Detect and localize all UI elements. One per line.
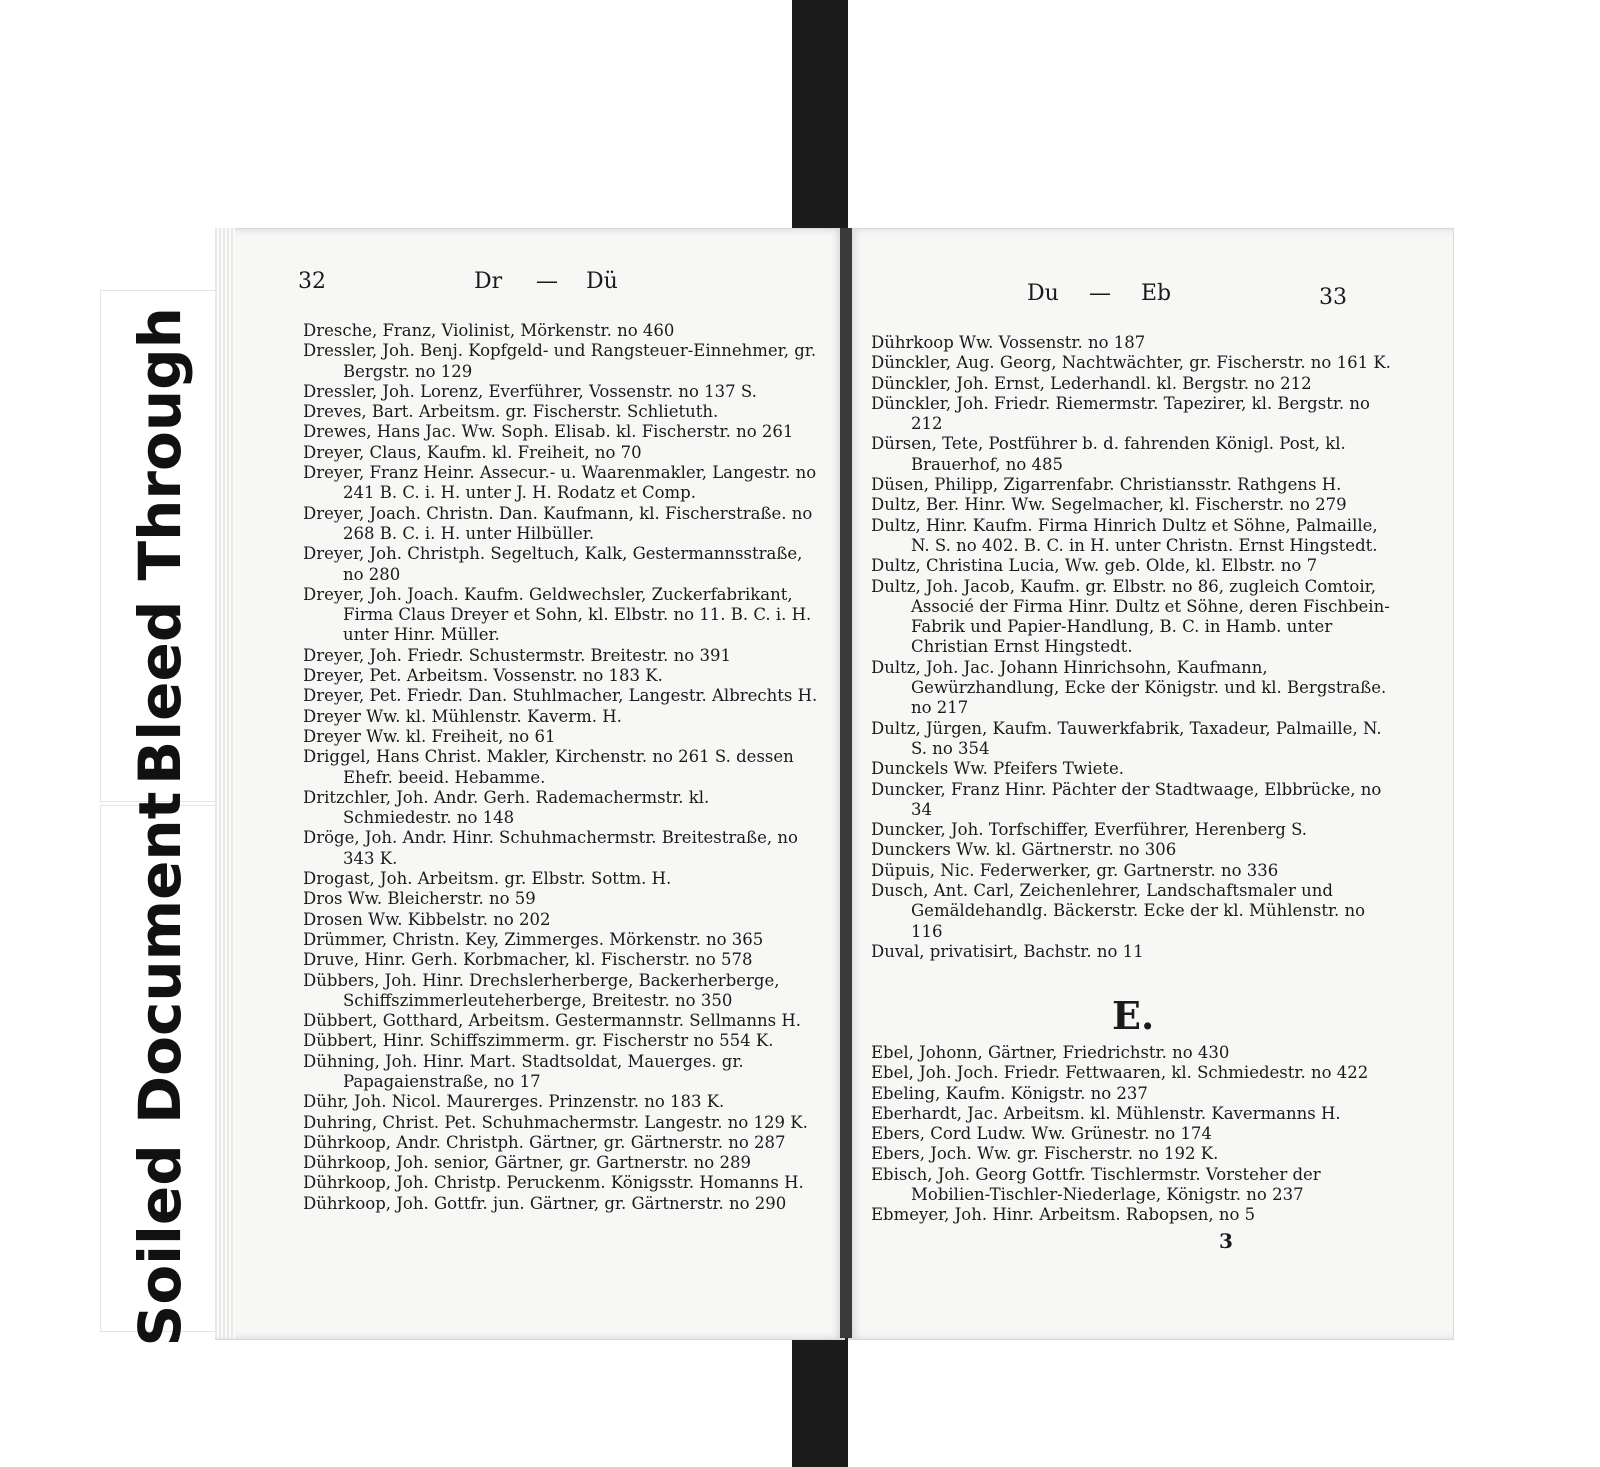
directory-entry: Dührkoop, Andr. Christph. Gärtner, gr. Gärtnerstr. no 287	[303, 1132, 786, 1152]
directory-entry: Dünckler, Joh. Friedr. Riemermstr. Tapezirer, kl. Bergstr. no 212	[871, 393, 1370, 434]
left-header-dash: —	[536, 269, 558, 294]
directory-entry: Dreyer, Claus, Kaufm. kl. Freiheit, no 70	[303, 442, 642, 462]
left-page-number: 32	[298, 269, 326, 294]
directory-entry: Drewes, Hans Jac. Ww. Soph. Elisab. kl. Fischerstr. no 261	[303, 422, 794, 442]
directory-entry: Driggel, Hans Christ. Makler, Kirchenstr. no 261 S. dessen Ehefr. beeid. Hebamme.	[303, 747, 794, 787]
right-header-from: Du	[1027, 281, 1059, 306]
directory-entry: Dreyer Ww. kl. Freiheit, no 61	[303, 726, 556, 746]
right-entries-list	[871, 333, 1391, 962]
directory-entry: Ebers, Cord Ludw. Ww. Grünestr. no 174	[871, 1124, 1212, 1144]
directory-entry: Ebisch, Joh. Georg Gottfr. Tischlermstr. Vorsteher der Mobilien-Tischler-Niederlage, Königstr. no 237	[871, 1164, 1321, 1205]
directory-entry: Ebeling, Kaufm. Königstr. no 237	[871, 1083, 1148, 1103]
directory-entry: Dritzchler, Joh. Andr. Gerh. Rademachermstr. kl. Schmiedestr. no 148	[303, 787, 710, 828]
directory-entry: Dührkoop, Joh. senior, Gärtner, gr. Gartnerstr. no 289	[303, 1153, 751, 1173]
directory-entry: Dübbers, Joh. Hinr. Drechslerherberge, Backerherberge, Schiffszimmerleuteherberge, Breitestr. no 350	[303, 970, 780, 1010]
directory-entry: Ebel, Johonn, Gärtner, Friedrichstr. no 430	[871, 1043, 1230, 1062]
directory-entry: Dressler, Joh. Lorenz, Everführer, Vossenstr. no 137 S.	[303, 381, 757, 401]
directory-entry: Dreyer Ww. kl. Mühlenstr. Kaverm. H.	[303, 706, 622, 726]
directory-entry: Dreyer, Joh. Joach. Kaufm. Geldwechsler, Zuckerfabrikant, Firma Claus Dreyer et Sohn, kl. Elbstr. no 11. B. C. i. H. unter Hinr. Müller.	[303, 584, 812, 645]
directory-entry: Dünckler, Aug. Georg, Nachtwächter, gr. Fischerstr. no 161 K.	[871, 353, 1391, 373]
directory-entry: Dultz, Hinr. Kaufm. Firma Hinrich Dultz et Söhne, Palmaille, N. S. no 402. B. C. in H. unter Christn. Ernst Hingstedt.	[871, 515, 1378, 555]
directory-entry: Dreyer, Pet. Friedr. Dan. Stuhlmacher, Langestr. Albrechts H.	[303, 686, 818, 706]
directory-entry: Düsen, Philipp, Zigarrenfabr. Christiansstr. Rathgens H.	[871, 475, 1342, 495]
directory-entry: Duncker, Franz Hinr. Pächter der Stadtwaage, Elbbrücke, no 34	[871, 779, 1382, 819]
directory-entry: Dultz, Joh. Jac. Johann Hinrichsohn, Kaufmann, Gewürzhandlung, Ecke der Königstr. und kl. Bergstraße. no 217	[871, 657, 1387, 718]
directory-entry: Duncker, Joh. Torfschiffer, Everführer, Herenberg S.	[871, 820, 1308, 840]
directory-entry: Druve, Hinr. Gerh. Korbmacher, kl. Fischerstr. no 578	[303, 950, 753, 970]
right-header-dash: —	[1089, 281, 1111, 306]
right-entries-e-list	[871, 1043, 1391, 1226]
directory-entry: Dreyer, Joh. Friedr. Schustermstr. Breitestr. no 391	[303, 645, 731, 665]
directory-entry: Dreves, Bart. Arbeitsm. gr. Fischerstr. Schlietuth.	[303, 402, 719, 422]
binding-strip-top	[792, 0, 848, 235]
directory-entry: Ebers, Joch. Ww. gr. Fischerstr. no 192 K.	[871, 1144, 1219, 1164]
left-header-to: Dü	[586, 269, 618, 294]
directory-entry: Dürsen, Tete, Postführer b. d. fahrenden Königl. Post, kl. Brauerhof, no 485	[871, 434, 1346, 474]
left-header-from: Dr	[474, 269, 503, 294]
bleed-through-label-strip	[100, 290, 220, 802]
directory-entry: Dultz, Ber. Hinr. Ww. Segelmacher, kl. Fischerstr. no 279	[871, 495, 1347, 515]
page-edges	[215, 228, 235, 1338]
directory-entry: Dübbert, Hinr. Schiffszimmerm. gr. Fischerstr no 554 K.	[303, 1031, 774, 1051]
right-page-number: 33	[1319, 285, 1347, 310]
directory-entry: Dros Ww. Bleicherstr. no 59	[303, 889, 536, 909]
soiled-document-label-strip	[100, 791, 220, 1346]
signature-mark: 3	[1219, 1229, 1233, 1253]
directory-entry: Drümmer, Christn. Key, Zimmerges. Mörkenstr. no 365	[303, 929, 764, 949]
directory-entry: Dührkoop Ww. Vossenstr. no 187	[871, 333, 1146, 352]
directory-entry: Dührkoop, Joh. Gottfr. jun. Gärtner, gr. Gärtnerstr. no 290	[303, 1193, 787, 1213]
right-page	[848, 228, 1454, 1340]
left-entries-list	[303, 321, 821, 1214]
directory-entry: Dreyer, Joh. Christph. Segeltuch, Kalk, Gestermannsstraße, no 280	[303, 544, 803, 584]
directory-entry: Dübbert, Gotthard, Arbeitsm. Gestermannstr. Sellmanns H.	[303, 1011, 801, 1031]
directory-entry: Dultz, Jürgen, Kaufm. Tauwerkfabrik, Taxadeur, Palmaille, N. S. no 354	[871, 718, 1382, 758]
directory-entry: Dreyer, Joach. Christn. Dan. Kaufmann, kl. Fischerstraße. no 268 B. C. i. H. unter Hilbüller.	[303, 503, 813, 543]
left-page	[215, 228, 845, 1340]
book-gutter	[840, 228, 852, 1338]
directory-entry: Dreyer, Pet. Arbeitsm. Vossenstr. no 183 K.	[303, 666, 663, 686]
directory-entry: Düpuis, Nic. Federwerker, gr. Gartnerstr. no 336	[871, 860, 1279, 880]
directory-entry: Duval, privatisirt, Bachstr. no 11	[871, 941, 1144, 961]
section-letter-heading: E.	[1112, 993, 1155, 1038]
directory-entry: Dühning, Joh. Hinr. Mart. Stadtsoldat, Mauerges. gr. Papagaienstraße, no 17	[303, 1051, 744, 1091]
directory-entry: Dunckels Ww. Pfeifers Twiete.	[871, 759, 1125, 779]
directory-entry: Dreyer, Franz Heinr. Assecur.- u. Waarenmakler, Langestr. no 241 B. C. i. H. unter J. H. Rodatz et Comp.	[303, 463, 817, 503]
directory-entry: Dultz, Joh. Jacob, Kaufm. gr. Elbstr. no 86, zugleich Comtoir, Associé der Firma Hinr. Dultz et Söhne, deren Fischbein-Fabrik und Papier-Handlung, B. C. in Hamb. unter Christian Ernst Hingstedt.	[871, 576, 1390, 657]
directory-entry: Dressler, Joh. Benj. Kopfgeld- und Rangsteuer-Einnehmer, gr. Bergstr. no 129	[303, 341, 817, 381]
soiled-document-label: Soiled Document	[126, 791, 194, 1346]
directory-entry: Drosen Ww. Kibbelstr. no 202	[303, 909, 551, 929]
directory-entry: Drogast, Joh. Arbeitsm. gr. Elbstr. Sottm. H.	[303, 869, 672, 889]
binding-strip-bottom	[792, 1330, 848, 1467]
directory-entry: Duhring, Christ. Pet. Schuhmachermstr. Langestr. no 129 K.	[303, 1112, 808, 1132]
directory-entry: Ebel, Joh. Joch. Friedr. Fettwaaren, kl. Schmiedestr. no 422	[871, 1063, 1369, 1083]
directory-entry: Dresche, Franz, Violinist, Mörkenstr. no 460	[303, 321, 675, 340]
right-header-to: Eb	[1141, 281, 1172, 306]
directory-entry: Dünckler, Joh. Ernst, Lederhandl. kl. Bergstr. no 212	[871, 373, 1312, 393]
directory-entry: Dührkoop, Joh. Christp. Peruckenm. Königsstr. Homanns H.	[303, 1173, 804, 1193]
directory-entry: Dühr, Joh. Nicol. Maurerges. Prinzenstr. no 183 K.	[303, 1092, 725, 1112]
directory-entry: Eberhardt, Jac. Arbeitsm. kl. Mühlenstr. Kavermanns H.	[871, 1103, 1341, 1123]
directory-entry: Dunckers Ww. kl. Gärtnerstr. no 306	[871, 840, 1177, 860]
bleed-through-label: Bleed Through	[126, 307, 194, 785]
directory-entry: Dröge, Joh. Andr. Hinr. Schuhmachermstr. Breitestraße, no 343 K.	[303, 828, 798, 868]
directory-entry: Ebmeyer, Joh. Hinr. Arbeitsm. Rabopsen, no 5	[871, 1205, 1256, 1225]
directory-entry: Dusch, Ant. Carl, Zeichenlehrer, Landschaftsmaler und Gemäldehandlg. Bäckerstr. Ecke der kl. Mühlenstr. no 116	[871, 881, 1366, 941]
directory-entry: Dultz, Christina Lucia, Ww. geb. Olde, kl. Elbstr. no 7	[871, 556, 1318, 576]
